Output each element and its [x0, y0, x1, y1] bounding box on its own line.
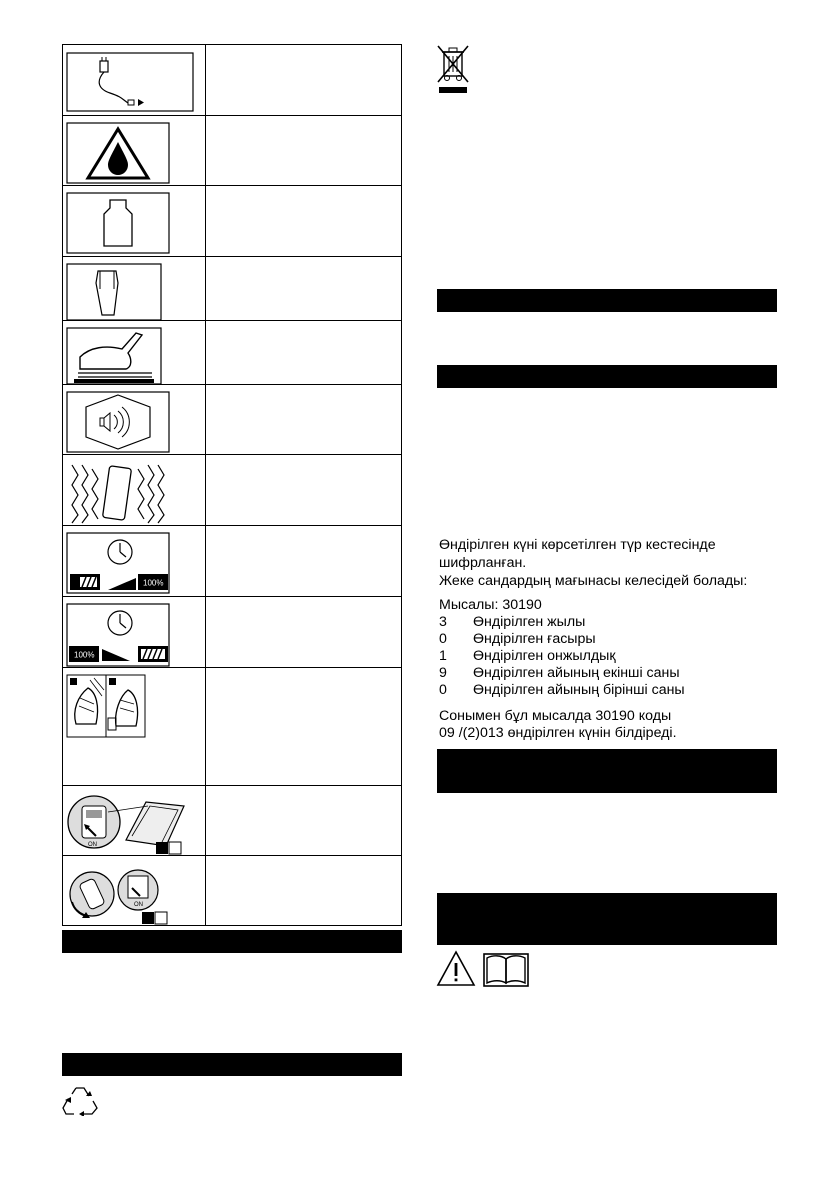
section-heading-bar-4 [437, 365, 777, 388]
cleaning-spray-icon [66, 674, 146, 738]
production-summary-line2: 09 /(2)013 өндірілген күнін білдіреді. [439, 725, 677, 741]
section-heading-bar-1 [62, 930, 402, 953]
sound-level-icon [66, 391, 170, 453]
section-heading-bar-2 [62, 1053, 402, 1076]
section-heading-bar-3 [437, 289, 777, 312]
oil-drop-warning-icon [66, 122, 170, 184]
symbol-row-rotate-on [63, 856, 401, 925]
charger-plug-icon [66, 51, 194, 113]
recycle-icon [62, 1084, 98, 1116]
production-digit-0: 3 [439, 614, 447, 630]
symbol-row-weight [63, 186, 401, 257]
production-meaning-0: Өндірілген жылы [473, 614, 586, 630]
charging-time-clock-icon [66, 532, 170, 594]
window-vac-on-switch-icon [66, 792, 202, 856]
symbol-row-charging-time [63, 526, 401, 597]
symbol-row-vibration [63, 455, 401, 526]
rotate-on-switch-icon [66, 862, 170, 926]
device-handle-icon [66, 327, 162, 385]
charge-full-label-2: 100% [74, 650, 95, 660]
symbol-row-battery [63, 257, 401, 321]
production-intro-line2: шифрланған. [439, 555, 527, 571]
battery-pack-icon [66, 263, 162, 321]
on-label: ON [88, 842, 97, 848]
symbol-table [62, 44, 402, 926]
symbol-row-runtime [63, 597, 401, 668]
on-label-2: ON [134, 902, 143, 908]
production-digit-1: 0 [439, 631, 447, 647]
production-digit-3: 9 [439, 665, 447, 681]
symbol-row-cleaning [63, 668, 401, 786]
production-meaning-2: Өндірілген онжылдық [473, 648, 616, 664]
symbol-row-sound [63, 385, 401, 455]
production-meaning-1: Өндірілген ғасыры [473, 631, 596, 647]
symbol-row-charger [63, 45, 401, 116]
battery-runtime-clock-icon [66, 603, 170, 667]
symbol-row-on-switch [63, 786, 401, 856]
production-meaning-3: Өндірілген айының екінші саны [473, 665, 680, 681]
production-intro-line3: Жеке сандардың мағынасы келесідей болады: [439, 573, 748, 589]
open-manual-icon [483, 950, 529, 988]
production-digit-2: 1 [439, 648, 447, 664]
weight-icon [66, 192, 170, 254]
symbol-row-oil [63, 116, 401, 186]
section-heading-bar-5 [437, 749, 777, 793]
production-digit-4: 0 [439, 682, 447, 698]
production-meaning-4: Өндірілген айының бірінші саны [473, 682, 685, 698]
symbol-row-handle [63, 321, 401, 385]
vibration-icon [66, 461, 170, 525]
production-example: Мысалы: 30190 [439, 597, 542, 613]
crossed-bin-icon [436, 44, 470, 94]
production-summary-line1: Сонымен бұл мысалда 30190 коды [439, 708, 672, 724]
warning-triangle-icon [436, 950, 476, 988]
section-heading-bar-6 [437, 893, 777, 945]
production-intro-line1: Өндірілген күні көрсетілген түр кестесінде [439, 537, 716, 553]
charge-full-label: 100% [143, 578, 164, 588]
